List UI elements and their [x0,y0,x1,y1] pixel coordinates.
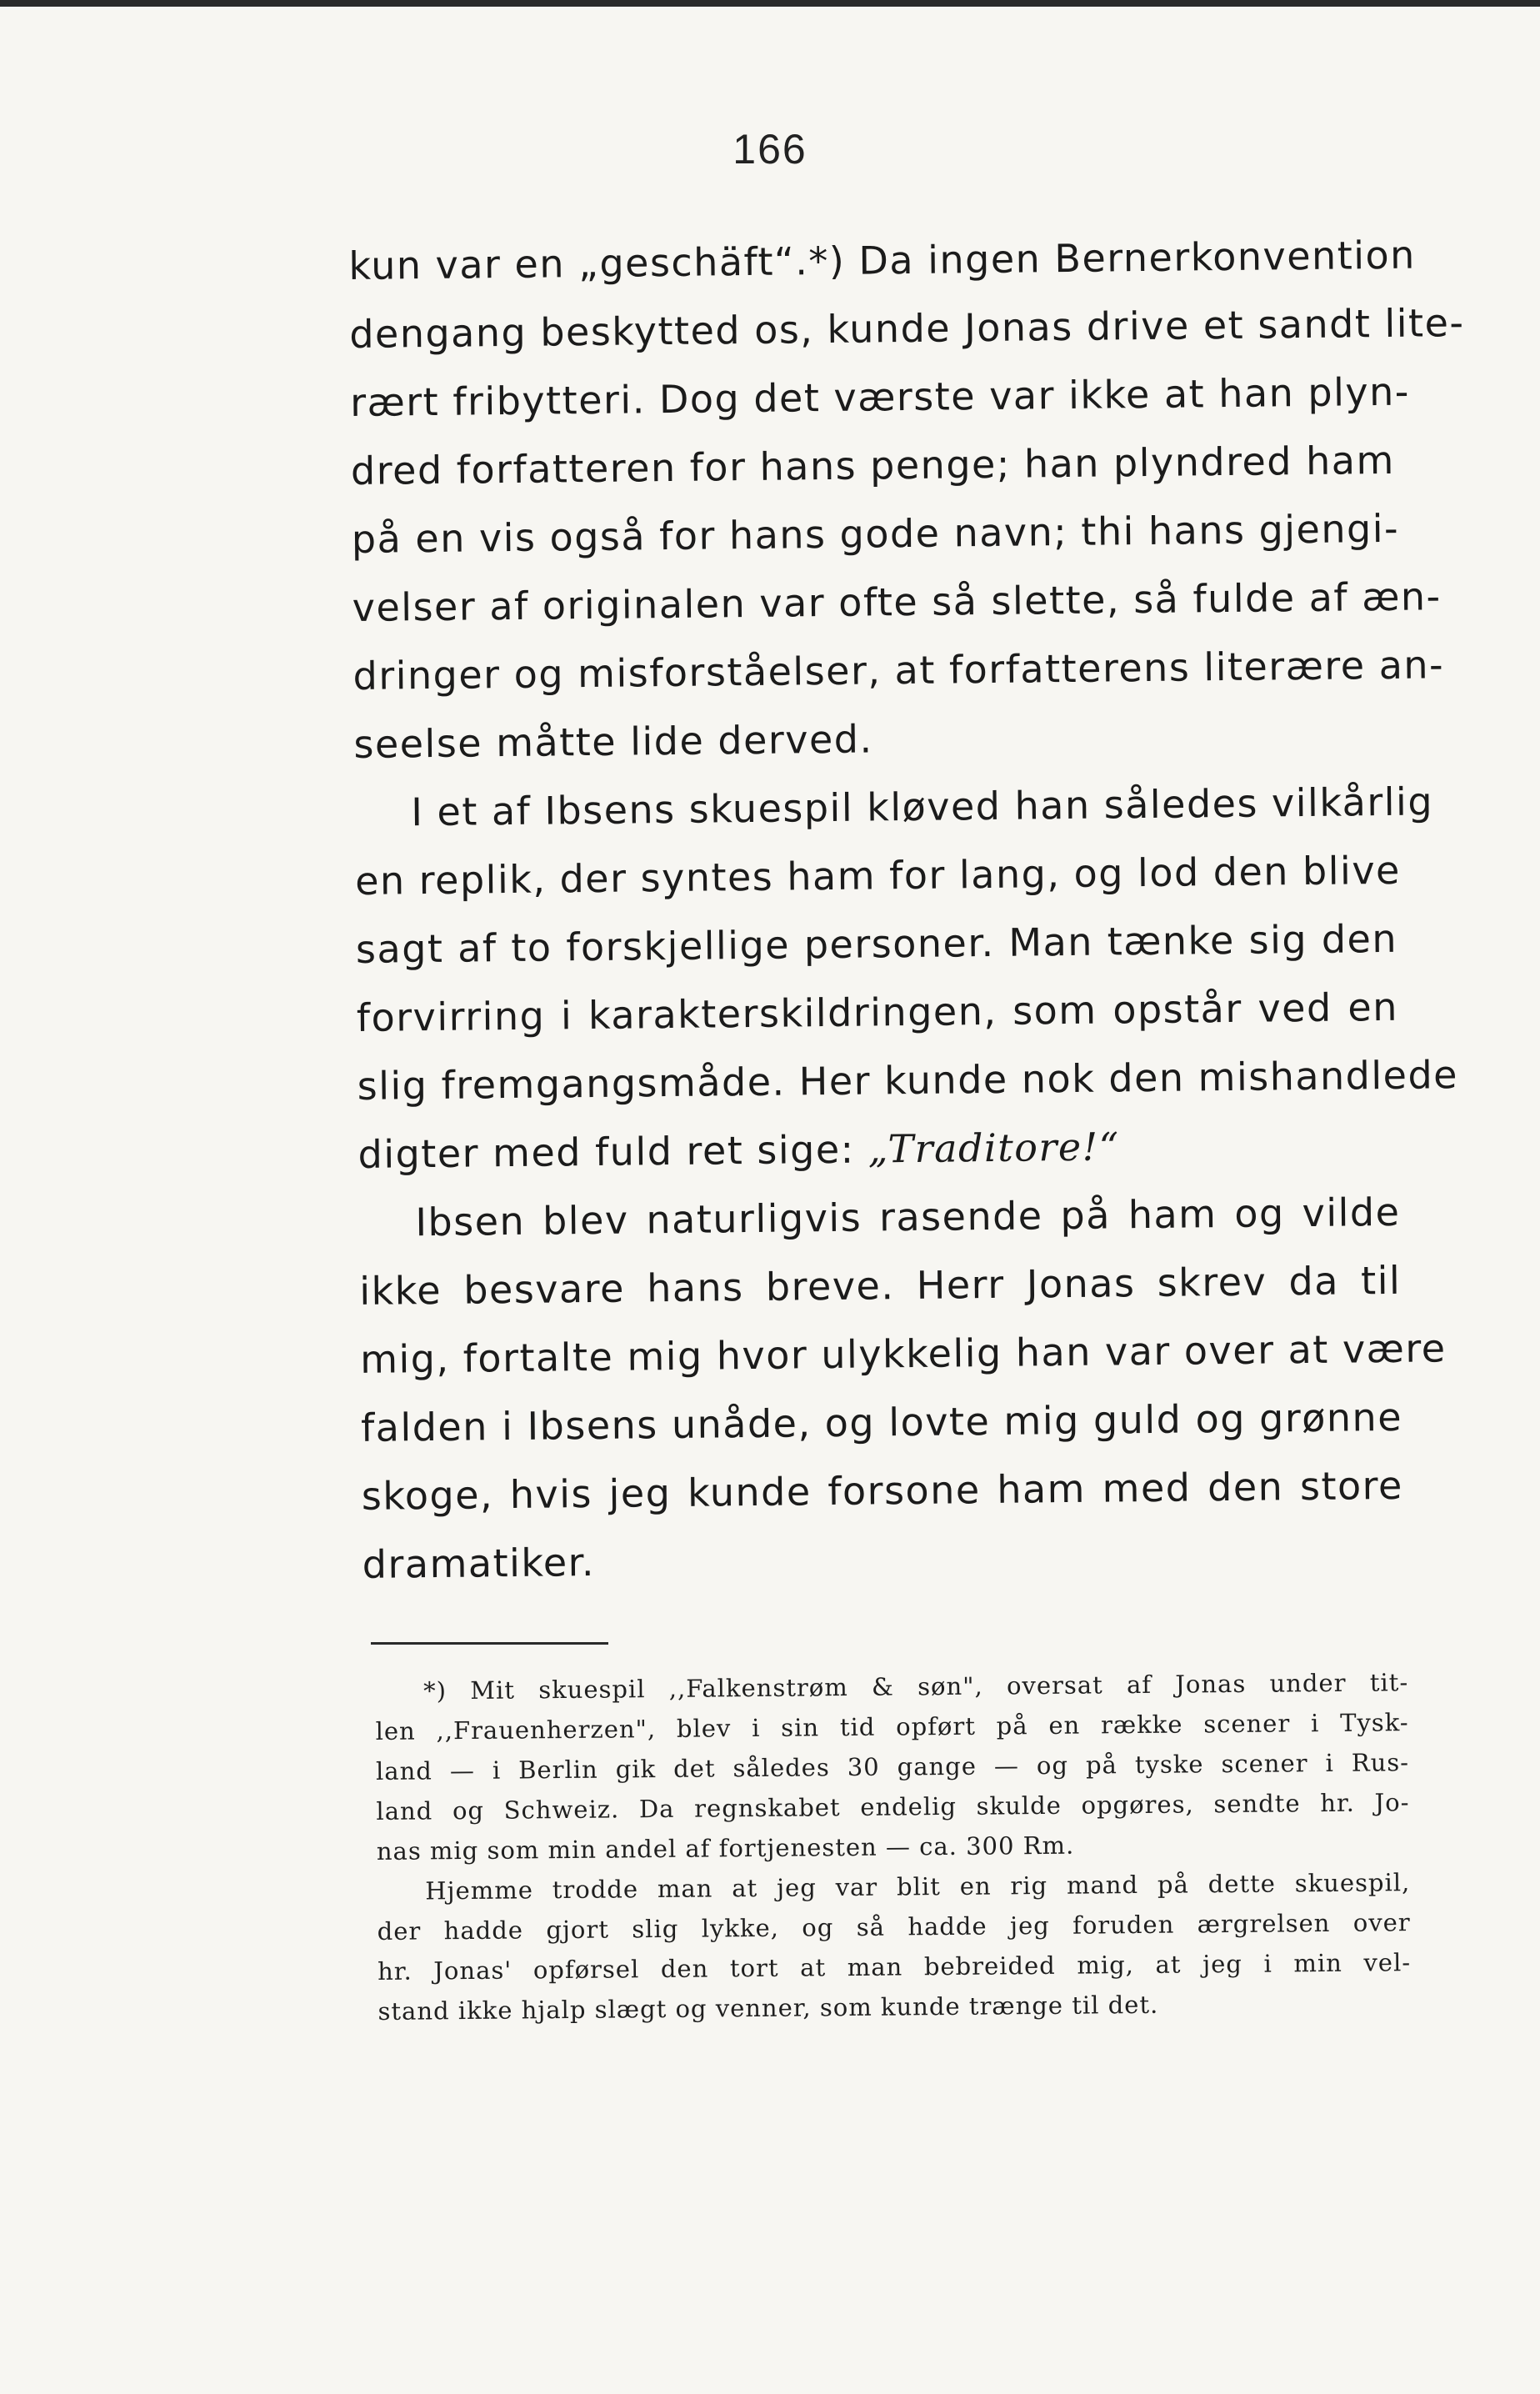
body-line: kun var en „geschäft“.*) Da ingen Bernerkonvention [348,232,1417,288]
footnote-line: hr. Jonas' opførsel den tort at man bebreided mig, at jeg i min vel- [377,1948,1412,1986]
body-line: velser af originalen var ofte så slette, så fulde af æn- [352,573,1442,630]
page-top-edge [0,0,1540,7]
body-line-text: digter med fuld ret sige: [358,1126,855,1177]
body-line: dringer og misforståelser, at forfatterens literære an- [352,642,1445,699]
body-line: seelse måtte lide derved. [353,716,873,767]
footnote-line: nas mig som min andel af fortjenesten — ca. 300 Rm. [376,1831,1075,1866]
italic-quote: „Traditore!“ [868,1124,1120,1172]
body-line: skoge, hvis jeg kunde forsone ham med den store [361,1462,1404,1519]
body-line: slig fremgangsmåde. Her kunde nok den mishandlede [357,1052,1459,1109]
body-line: forvirring i karakterskildringen, som opstår ved en [356,984,1399,1040]
footnotes [375,1662,1412,2031]
body-line: dengang beskytted os, kunde Jonas drive et sandt lite- [349,299,1465,357]
body-line: rært fribytteri. Dog det værste var ikke at han plyn- [349,368,1411,425]
body-line: dramatiker. [362,1539,596,1587]
body-line: falden i Ibsens unåde, og lovte mig guld og grønne [360,1394,1403,1450]
footnote-line: land og Schweiz. Da regnskabet endelig skulde opgøres, sendte hr. Jo- [376,1788,1410,1826]
footnote-line: *) Mit skuespil ,,Falkenstrøm & søn", oversat af Jonas under tit- [423,1668,1409,1705]
footnote-divider [371,1642,608,1645]
body-line: dred forfatteren for hans penge; han plyndred ham [350,437,1396,493]
body-line: på en vis også for hans gode navn; thi hans gjengi- [351,505,1400,562]
body-line: en replik, der syntes ham for lang, og lod den blive [354,847,1402,904]
body-text [348,221,1465,1599]
footnote-line: len ,,Frauenherzen", blev i sin tid opført på en række scener i Tysk- [375,1708,1409,1745]
page-number: 166 [732,126,808,173]
body-line: ikke besvare hans breve. Herr Jonas skrev da til [359,1257,1402,1314]
footnote-line: der hadde gjort slig lykke, og så hadde jeg foruden ærgrelsen over [377,1908,1411,1946]
body-line: Ibsen blev naturligvis rasende på ham og vilde [415,1189,1401,1245]
footnote-line: stand ikke hjalp slægt og venner, som kunde trænge til det. [378,1990,1159,2026]
body-line: I et af Ibsens skuespil kløved han således vilkårlig [411,779,1434,835]
body-line: sagt af to forskjellige personer. Man tænke sig den [355,915,1398,972]
body-line: mig, fortalte mig hvor ulykkelig han var over at være [359,1325,1447,1382]
body-line [358,1109,1400,1189]
footnote-line: Hjemme trodde man at jeg var blit en rig mand på dette skuespil, [425,1868,1411,1906]
footnote-line: land — i Berlin gik det således 30 gange — og på tyske scener i Rus- [375,1748,1410,1785]
